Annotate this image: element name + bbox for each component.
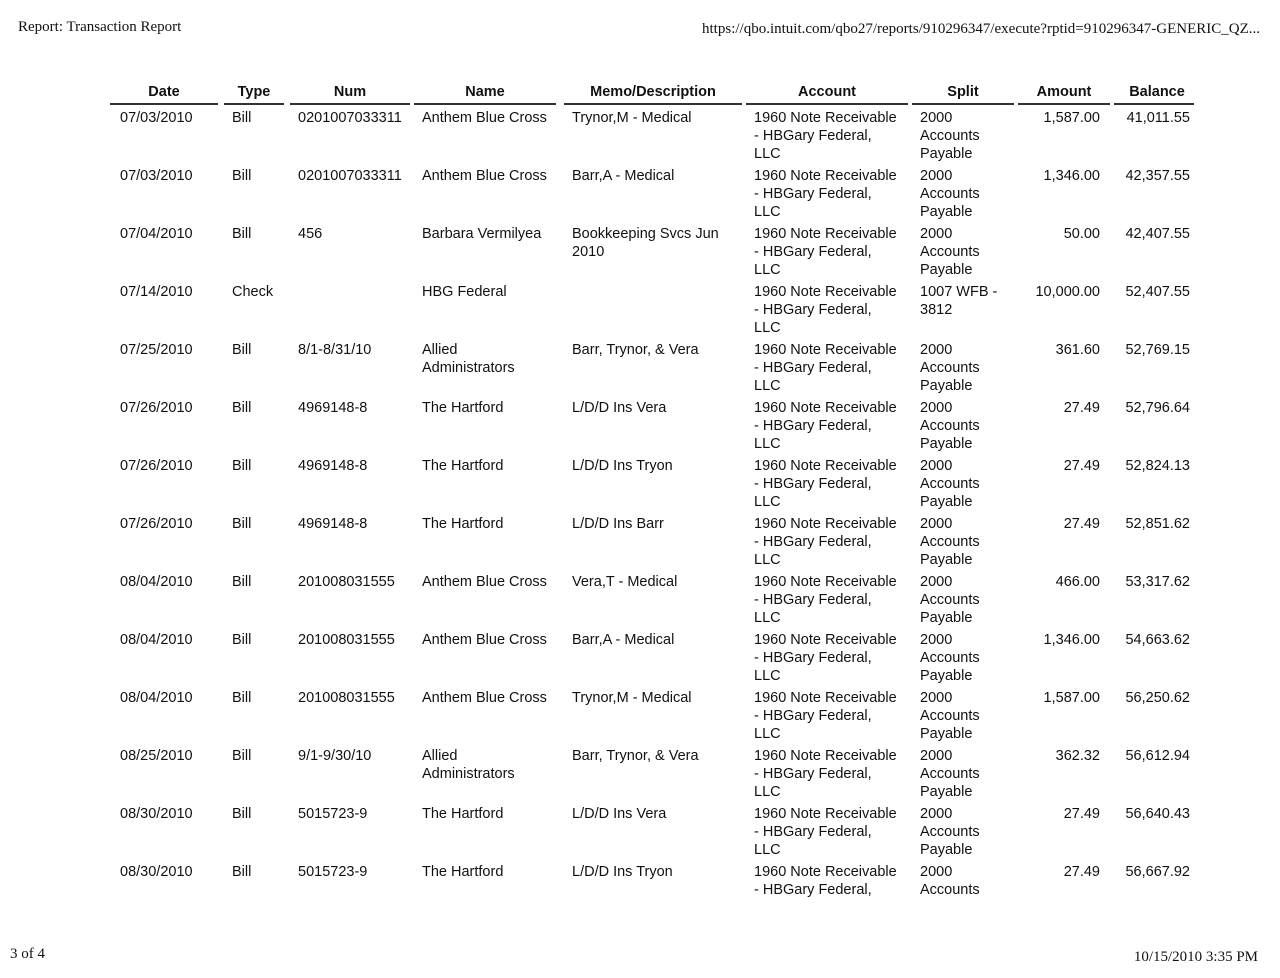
cell-account: 1960 Note Receivable - HBGary Federal, LLC — [754, 284, 897, 336]
cell-account: 1960 Note Receivable - HBGary Federal, LLC — [754, 110, 897, 162]
cell-split: 2000 Accounts Payable — [920, 806, 980, 858]
cell-num: 4969148-8 — [298, 400, 368, 416]
cell-num: 9/1-9/30/10 — [298, 748, 372, 764]
table-row[interactable] — [110, 689, 1194, 747]
cell-memo: Barr, Trynor, & Vera — [572, 748, 699, 764]
cell-date: 08/30/2010 — [120, 864, 193, 880]
cell-name: Anthem Blue Cross — [422, 574, 547, 590]
table-row[interactable] — [110, 805, 1194, 863]
cell-date: 07/26/2010 — [120, 516, 193, 532]
table-row[interactable] — [110, 341, 1194, 399]
cell-type: Bill — [232, 168, 252, 184]
col-header-amount[interactable]: Amount — [1018, 80, 1110, 105]
cell-num: 0201007033311 — [298, 168, 402, 184]
cell-date: 07/03/2010 — [120, 168, 193, 184]
cell-balance: 56,250.62 — [1125, 690, 1190, 706]
cell-num: 5015723-9 — [298, 806, 368, 822]
cell-account: 1960 Note Receivable - HBGary Federal, LLC — [754, 806, 897, 858]
cell-memo: Barr,A - Medical — [572, 168, 675, 184]
cell-num: 201008031555 — [298, 574, 395, 590]
column-gap — [556, 573, 564, 631]
col-header-date[interactable]: Date — [110, 80, 218, 105]
table-row[interactable] — [110, 515, 1194, 573]
column-gap — [556, 167, 564, 225]
cell-type: Check — [232, 284, 274, 300]
table-row[interactable] — [110, 105, 1194, 167]
col-header-num[interactable]: Num — [290, 80, 410, 105]
column-gap — [556, 689, 564, 747]
col-header-account[interactable]: Account — [746, 80, 908, 105]
cell-type: Bill — [232, 690, 252, 706]
cell-type: Bill — [232, 342, 252, 358]
column-gap — [556, 747, 564, 805]
cell-name: Anthem Blue Cross — [422, 690, 547, 706]
cell-split: 2000 Accounts — [920, 864, 980, 898]
table-row[interactable] — [110, 573, 1194, 631]
cell-num: 456 — [298, 226, 323, 242]
cell-date: 08/04/2010 — [120, 574, 193, 590]
cell-num: 201008031555 — [298, 690, 395, 706]
table-body — [110, 105, 1194, 906]
cell-date: 07/26/2010 — [120, 458, 193, 474]
table-row[interactable] — [110, 747, 1194, 805]
cell-name: The Hartford — [422, 864, 504, 880]
cell-num: 0201007033311 — [298, 110, 402, 126]
cell-balance: 56,612.94 — [1125, 748, 1190, 764]
cell-date: 08/25/2010 — [120, 748, 193, 764]
cell-num: 5015723-9 — [298, 864, 368, 880]
cell-split: 2000 Accounts Payable — [920, 690, 980, 742]
cell-amount: 1,346.00 — [1043, 168, 1100, 184]
column-gap — [556, 863, 564, 906]
report-url[interactable]: https://qbo.intuit.com/qbo27/reports/910296347/execute?rptid=910296347-GENERIC_QZ... — [702, 21, 1260, 37]
cell-split: 2000 Accounts Payable — [920, 574, 980, 626]
column-gap — [556, 515, 564, 573]
cell-account: 1960 Note Receivable - HBGary Federal, LLC — [754, 690, 897, 742]
table-row[interactable] — [110, 631, 1194, 689]
cell-balance: 52,851.62 — [1125, 516, 1190, 532]
col-header-name[interactable]: Name — [414, 80, 556, 105]
cell-name: Anthem Blue Cross — [422, 632, 547, 648]
column-gap — [556, 805, 564, 863]
cell-amount: 361.60 — [1055, 342, 1100, 358]
cell-memo: L/D/D Ins Vera — [572, 806, 667, 822]
cell-name: Anthem Blue Cross — [422, 168, 547, 184]
col-header-memo[interactable]: Memo/Description — [564, 80, 742, 105]
cell-balance: 52,769.15 — [1125, 342, 1190, 358]
cell-amount: 27.49 — [1063, 864, 1100, 880]
column-gap — [556, 80, 564, 105]
cell-date: 08/30/2010 — [120, 806, 193, 822]
column-gap — [556, 225, 564, 283]
cell-name: The Hartford — [422, 806, 504, 822]
cell-amount: 1,346.00 — [1043, 632, 1100, 648]
cell-account: 1960 Note Receivable - HBGary Federal, — [754, 864, 897, 898]
cell-date: 07/03/2010 — [120, 110, 193, 126]
cell-num — [290, 283, 410, 341]
cell-memo: Barr,A - Medical — [572, 632, 675, 648]
cell-name: Allied Administrators — [422, 342, 515, 376]
column-gap — [556, 457, 564, 515]
cell-split: 2000 Accounts Payable — [920, 110, 980, 162]
cell-account: 1960 Note Receivable - HBGary Federal, LLC — [754, 748, 897, 800]
cell-memo: Trynor,M - Medical — [572, 690, 692, 706]
column-gap — [556, 105, 564, 167]
col-header-balance[interactable]: Balance — [1114, 80, 1194, 105]
cell-account: 1960 Note Receivable - HBGary Federal, LLC — [754, 226, 897, 278]
cell-amount: 10,000.00 — [1035, 284, 1100, 300]
cell-type: Bill — [232, 110, 252, 126]
cell-balance: 42,357.55 — [1125, 168, 1190, 184]
cell-balance: 52,796.64 — [1125, 400, 1190, 416]
cell-type: Bill — [232, 806, 252, 822]
column-gap — [556, 283, 564, 341]
cell-balance: 52,824.13 — [1125, 458, 1190, 474]
cell-split: 2000 Accounts Payable — [920, 516, 980, 568]
cell-type: Bill — [232, 226, 252, 242]
cell-memo: Vera,T - Medical — [572, 574, 678, 590]
col-header-type[interactable]: Type — [224, 80, 284, 105]
cell-date: 08/04/2010 — [120, 632, 193, 648]
cell-name: HBG Federal — [422, 284, 507, 300]
transaction-report — [110, 80, 1194, 906]
cell-memo: Bookkeeping Svcs Jun 2010 — [572, 226, 719, 260]
cell-amount: 27.49 — [1063, 400, 1100, 416]
cell-date: 07/14/2010 — [120, 284, 193, 300]
cell-memo: Barr, Trynor, & Vera — [572, 342, 699, 358]
report-title: Report: Transaction Report — [18, 19, 182, 35]
cell-amount: 1,587.00 — [1043, 110, 1100, 126]
transaction-table — [110, 80, 1194, 906]
table-row[interactable] — [110, 863, 1194, 906]
table-row[interactable] — [110, 457, 1194, 515]
cell-date: 08/04/2010 — [120, 690, 193, 706]
cell-name: Barbara Vermilyea — [422, 226, 542, 242]
cell-num: 8/1-8/31/10 — [298, 342, 372, 358]
cell-account: 1960 Note Receivable - HBGary Federal, LLC — [754, 168, 897, 220]
cell-num: 4969148-8 — [298, 458, 368, 474]
cell-balance: 41,011.55 — [1126, 110, 1190, 126]
cell-memo: Trynor,M - Medical — [572, 110, 692, 126]
table-header — [110, 80, 1194, 105]
cell-account: 1960 Note Receivable - HBGary Federal, LLC — [754, 632, 897, 684]
cell-memo: L/D/D Ins Vera — [572, 400, 667, 416]
cell-account: 1960 Note Receivable - HBGary Federal, LLC — [754, 458, 897, 510]
table-row[interactable] — [110, 399, 1194, 457]
cell-type: Bill — [232, 458, 252, 474]
cell-split: 1007 WFB - 3812 — [920, 284, 998, 318]
cell-type: Bill — [232, 748, 252, 764]
cell-date: 07/25/2010 — [120, 342, 193, 358]
print-timestamp: 10/15/2010 3:35 PM — [1133, 949, 1258, 965]
col-header-split[interactable]: Split — [912, 80, 1014, 105]
column-gap — [556, 399, 564, 457]
page-number: 3 of 4 — [10, 946, 45, 962]
table-row[interactable] — [110, 167, 1194, 225]
cell-amount: 50.00 — [1063, 226, 1100, 242]
cell-balance: 53,317.62 — [1125, 574, 1190, 590]
cell-name: Allied Administrators — [422, 748, 515, 782]
table-row[interactable] — [110, 283, 1194, 341]
cell-balance: 56,667.92 — [1125, 864, 1190, 880]
table-row[interactable] — [110, 225, 1194, 283]
cell-type: Bill — [232, 864, 252, 880]
cell-amount: 466.00 — [1055, 574, 1100, 590]
cell-name: The Hartford — [422, 400, 504, 416]
cell-amount: 362.32 — [1055, 748, 1100, 764]
cell-type: Bill — [232, 516, 252, 532]
cell-date: 07/26/2010 — [120, 400, 193, 416]
cell-balance: 42,407.55 — [1125, 226, 1190, 242]
cell-account: 1960 Note Receivable - HBGary Federal, LLC — [754, 574, 897, 626]
cell-memo: L/D/D Ins Tryon — [572, 864, 673, 880]
cell-type: Bill — [232, 632, 252, 648]
cell-name: Anthem Blue Cross — [422, 110, 547, 126]
cell-date: 07/04/2010 — [120, 226, 193, 242]
cell-type: Bill — [232, 400, 252, 416]
cell-split: 2000 Accounts Payable — [920, 400, 980, 452]
cell-memo: L/D/D Ins Tryon — [572, 458, 673, 474]
cell-memo: L/D/D Ins Barr — [572, 516, 664, 532]
cell-amount: 27.49 — [1063, 516, 1100, 532]
cell-amount: 27.49 — [1063, 806, 1100, 822]
cell-num: 201008031555 — [298, 632, 395, 648]
column-gap — [556, 631, 564, 689]
cell-amount: 27.49 — [1063, 458, 1100, 474]
cell-account: 1960 Note Receivable - HBGary Federal, LLC — [754, 400, 897, 452]
cell-split: 2000 Accounts Payable — [920, 748, 980, 800]
cell-split: 2000 Accounts Payable — [920, 458, 980, 510]
cell-num: 4969148-8 — [298, 516, 368, 532]
cell-account: 1960 Note Receivable - HBGary Federal, LLC — [754, 516, 897, 568]
cell-balance: 54,663.62 — [1125, 632, 1190, 648]
cell-split: 2000 Accounts Payable — [920, 226, 980, 278]
cell-type: Bill — [232, 574, 252, 590]
cell-account: 1960 Note Receivable - HBGary Federal, LLC — [754, 342, 897, 394]
cell-name: The Hartford — [422, 516, 504, 532]
cell-memo — [564, 283, 742, 341]
cell-split: 2000 Accounts Payable — [920, 342, 980, 394]
column-gap — [556, 341, 564, 399]
cell-split: 2000 Accounts Payable — [920, 632, 980, 684]
cell-split: 2000 Accounts Payable — [920, 168, 980, 220]
cell-balance: 52,407.55 — [1125, 284, 1190, 300]
cell-name: The Hartford — [422, 458, 504, 474]
cell-amount: 1,587.00 — [1043, 690, 1100, 706]
cell-balance: 56,640.43 — [1125, 806, 1190, 822]
